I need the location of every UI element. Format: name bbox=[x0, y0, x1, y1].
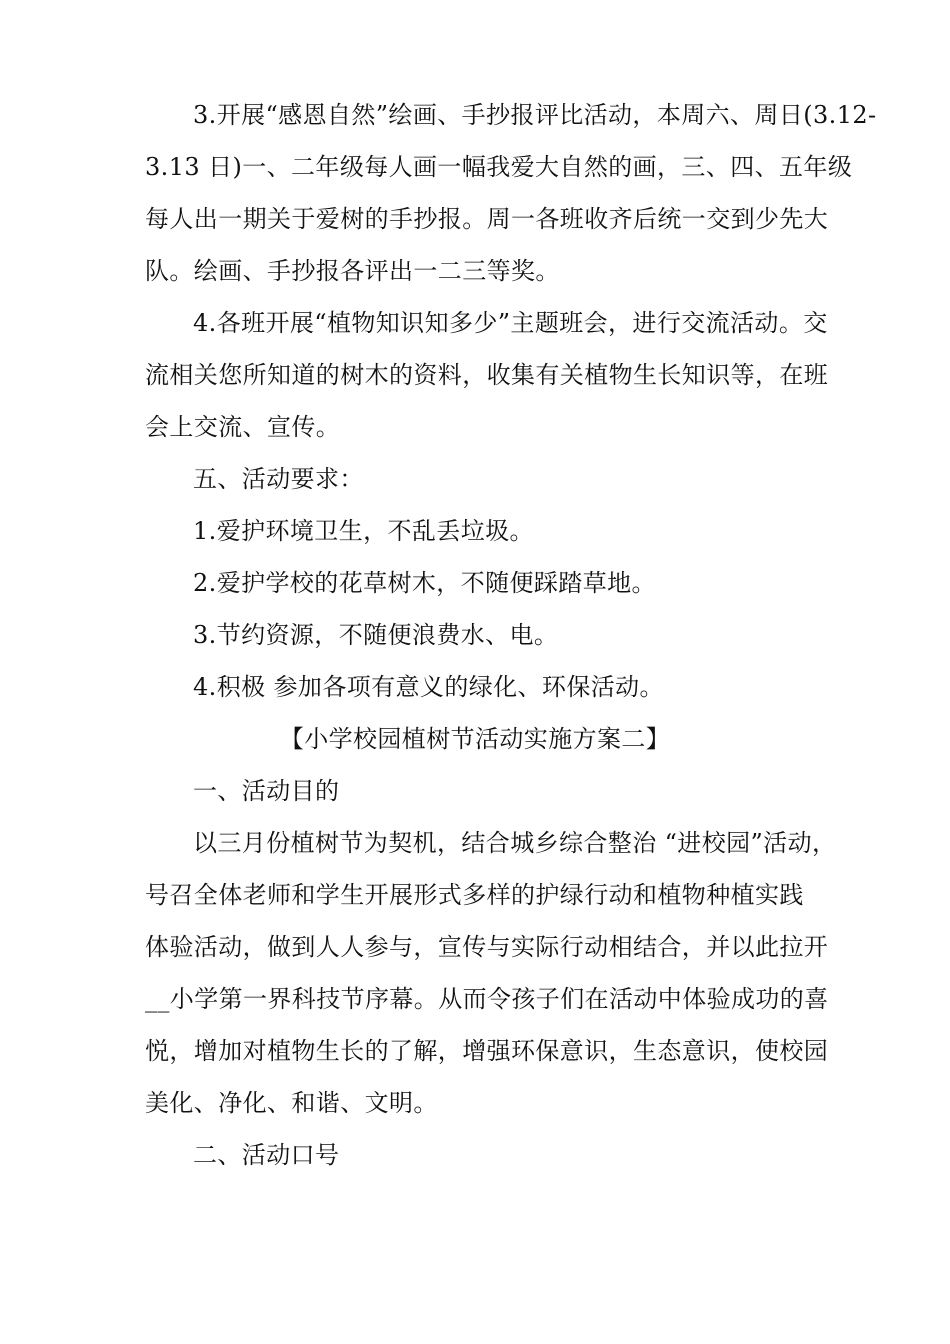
plan-title: 【小学校园植树节活动实施方案二】 bbox=[279, 725, 671, 753]
paragraph-line: 队。绘画、手抄报各评出一二三等奖。 bbox=[145, 257, 560, 285]
paragraph-line: 会上交流、宣传。 bbox=[145, 413, 341, 441]
section-heading: 一、活动目的 bbox=[193, 777, 340, 805]
list-item: 2.爱护学校的花草树木，不随便踩踏草地。 bbox=[193, 569, 656, 597]
paragraph-line: 悦，增加对植物生长的了解，增强环保意识，生态意识，使校园 bbox=[145, 1037, 829, 1065]
section-heading: 五、活动要求： bbox=[193, 465, 364, 493]
list-item: 1.爱护环境卫生，不乱丢垃圾。 bbox=[193, 517, 534, 545]
paragraph-line: __小学第一界科技节序幕。从而令孩子们在活动中体验成功的喜 bbox=[145, 985, 829, 1013]
paragraph-line: 美化、净化、和谐、文明。 bbox=[145, 1089, 438, 1117]
paragraph-line: 流相关您所知道的树木的资料，收集有关植物生长知识等，在班 bbox=[145, 361, 829, 389]
paragraph-line: 以三月份植树节为契机，结合城乡综合整治 “进校园”活动， bbox=[193, 829, 837, 857]
paragraph-line: 3.开展“感恩自然”绘画、手抄报评比活动，本周六、周日(3.12- bbox=[193, 101, 877, 129]
list-item: 4.积极 参加各项有意义的绿化、环保活动。 bbox=[193, 673, 664, 701]
paragraph-line: 号召全体老师和学生开展形式多样的护绿行动和植物种植实践 bbox=[145, 881, 804, 909]
section-heading: 二、活动口号 bbox=[193, 1141, 340, 1169]
paragraph-line: 4.各班开展“植物知识知多少”主题班会，进行交流活动。交 bbox=[193, 309, 828, 337]
paragraph-line: 3.13 日)一、二年级每人画一幅我爱大自然的画，三、四、五年级 bbox=[145, 153, 853, 181]
paragraph-line: 体验活动，做到人人参与，宣传与实际行动相结合，并以此拉开 bbox=[145, 933, 829, 961]
list-item: 3.节约资源，不随便浪费水、电。 bbox=[193, 621, 559, 649]
paragraph-line: 每人出一期关于爱树的手抄报。周一各班收齐后统一交到少先大 bbox=[145, 205, 829, 233]
